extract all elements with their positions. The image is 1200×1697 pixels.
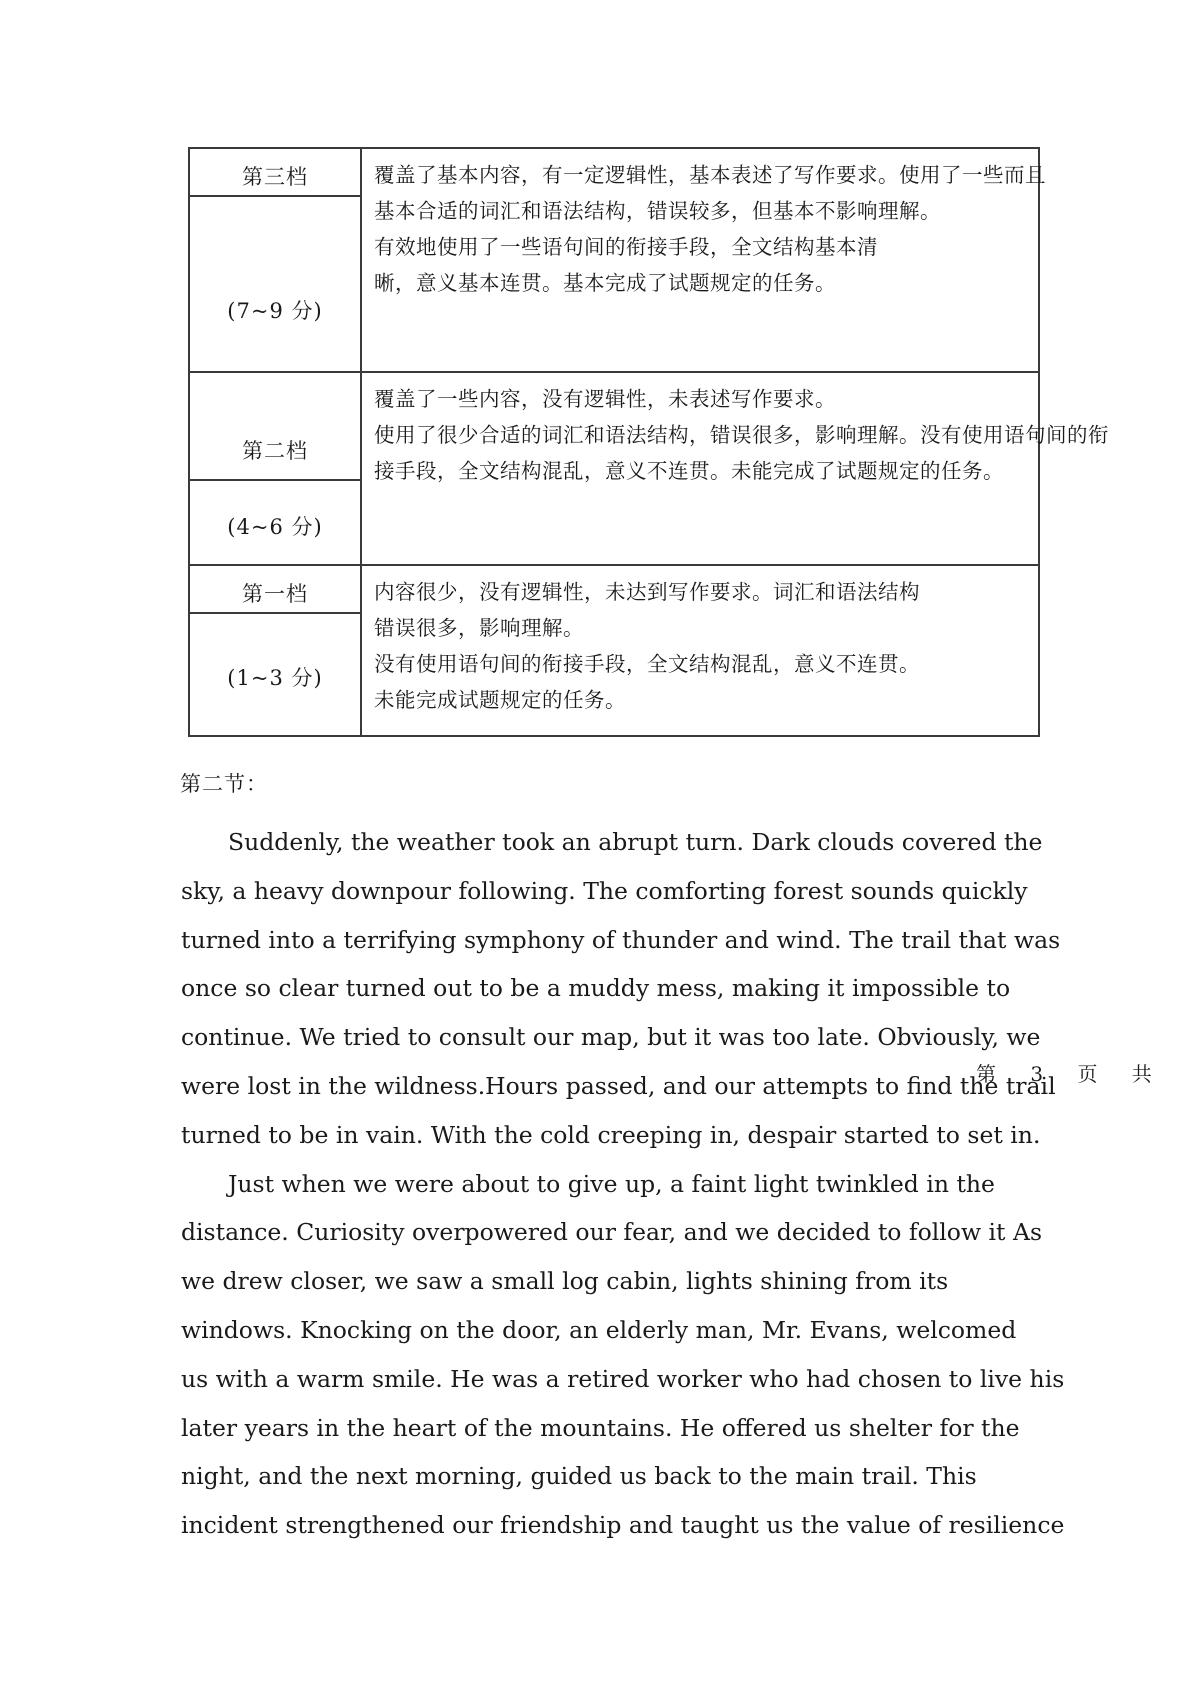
passage-line: night, and the next morning, guided us back to the main trail. This	[181, 1462, 977, 1491]
passage-line: we drew closer, we saw a small log cabin, lights shining from its	[181, 1267, 949, 1296]
cell-divider	[190, 195, 360, 197]
grade-score: (1~3 分)	[227, 666, 323, 690]
passage-line: windows. Knocking on the door, an elderly man, Mr. Evans, welcomed	[181, 1315, 1017, 1344]
passage-line: turned into a terrifying symphony of thunder and wind. The trail that was	[181, 925, 1061, 954]
description-line: 覆盖了基本内容，有一定逻辑性，基本表述了写作要求。使用了一些而且	[374, 163, 1046, 187]
description-line: 晰，意义基本连贯。基本完成了试题规定的任务。	[374, 271, 836, 295]
description-line: 错误很多，影响理解。	[374, 616, 584, 640]
description-line: 没有使用语句间的衔接手段，全文结构混乱，意义不连贯。	[374, 652, 920, 676]
description-line: 接手段，全文结构混乱，意义不连贯。未能完成了试题规定的任务。	[374, 459, 1004, 483]
grade-description	[374, 381, 1109, 489]
scoring-rubric-table	[188, 147, 1109, 737]
grade-description	[374, 574, 1038, 718]
grade-score: (7~9 分)	[227, 299, 323, 323]
passage-line: distance. Curiosity overpowered our fear, and we decided to follow it As	[181, 1218, 1042, 1247]
passage-line: sky, a heavy downpour following. The comforting forest sounds quickly	[181, 876, 1028, 905]
grade-cell	[190, 149, 362, 371]
passage-line: later years in the heart of the mountains. He offered us shelter for the	[181, 1413, 1020, 1442]
cell-divider	[190, 479, 360, 481]
page-number: 第 3 页 共	[976, 1062, 1166, 1086]
grade-name: 第一档	[242, 582, 308, 606]
grade-name: 第三档	[242, 165, 308, 189]
passage-line: continue. We tried to consult our map, but it was too late. Obviously, we	[181, 1023, 1041, 1052]
passage-line: Suddenly, the weather took an abrupt turn. Dark clouds covered the	[228, 828, 1043, 856]
description-line: 有效地使用了一些语句间的衔接手段，全文结构基本清	[374, 235, 878, 259]
grade-cell	[190, 566, 362, 735]
passage-line: turned to be in vain. With the cold creeping in, despair started to set in.	[181, 1120, 1041, 1149]
description-line: 使用了很少合适的词汇和语法结构，错误很多，影响理解。没有使用语句间的衔	[374, 423, 1109, 447]
passage-line: us with a warm smile. He was a retired worker who had chosen to live his	[181, 1364, 1065, 1393]
passage-line: were lost in the wildness.Hours passed, and our attempts to find the trail	[181, 1071, 1056, 1100]
description-line: 内容很少，没有逻辑性，未达到写作要求。词汇和语法结构	[374, 580, 920, 604]
grade-name: 第二档	[242, 439, 308, 463]
rubric-row-grade-2	[190, 371, 1109, 564]
description-line: 未能完成试题规定的任务。	[374, 688, 626, 712]
description-line: 覆盖了一些内容，没有逻辑性，未表述写作要求。	[374, 387, 836, 411]
passage-line: Just when we were about to give up, a faint light twinkled in the	[228, 1169, 995, 1198]
rubric-row-grade-1	[190, 564, 1038, 735]
cell-divider	[190, 612, 360, 614]
section-heading: 第二节：	[180, 772, 268, 796]
passage-line: once so clear turned out to be a muddy mess, making it impossible to	[181, 974, 1011, 1003]
passage-line: incident strengthened our friendship and taught us the value of resilience	[181, 1511, 1065, 1540]
grade-score: (4~6 分)	[227, 515, 323, 539]
rubric-row-grade-3	[190, 149, 1046, 371]
description-line: 基本合适的词汇和语法结构，错误较多，但基本不影响理解。	[374, 199, 941, 223]
grade-description	[374, 157, 1046, 301]
model-essay-passage	[181, 818, 1065, 1550]
grade-cell	[190, 373, 362, 564]
